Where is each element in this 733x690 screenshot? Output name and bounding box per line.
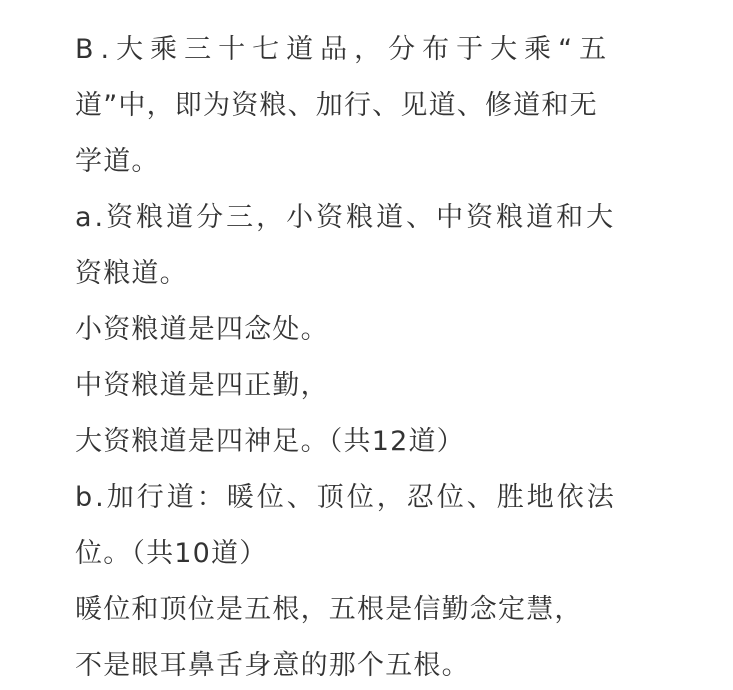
text-line-11: 暖位和顶位是五根，五根是信勤念定慧， xyxy=(75,594,583,625)
text-line-9: b.加行道：暖位、顶位，忍位、胜地依法 xyxy=(75,482,617,513)
text-line-7: 中资粮道是四正勤， xyxy=(75,370,329,401)
text-line-2: 道”中，即为资粮、加行、见道、修道和无 xyxy=(75,90,598,121)
text-line-1: B.大乘三十七道品，分布于大乘“五 xyxy=(75,34,614,65)
text-line-12: 不是眼耳鼻舌身意的那个五根。 xyxy=(75,650,470,681)
text-line-5: 资粮道。 xyxy=(75,258,188,289)
text-line-10: 位。（共10道） xyxy=(75,538,268,569)
text-line-6: 小资粮道是四念处。 xyxy=(75,314,329,345)
text-line-4: a.资粮道分三，小资粮道、中资粮道和大 xyxy=(75,202,617,233)
text-line-8: 大资粮道是四神足。（共12道） xyxy=(75,426,465,457)
text-line-3: 学道。 xyxy=(75,146,160,177)
